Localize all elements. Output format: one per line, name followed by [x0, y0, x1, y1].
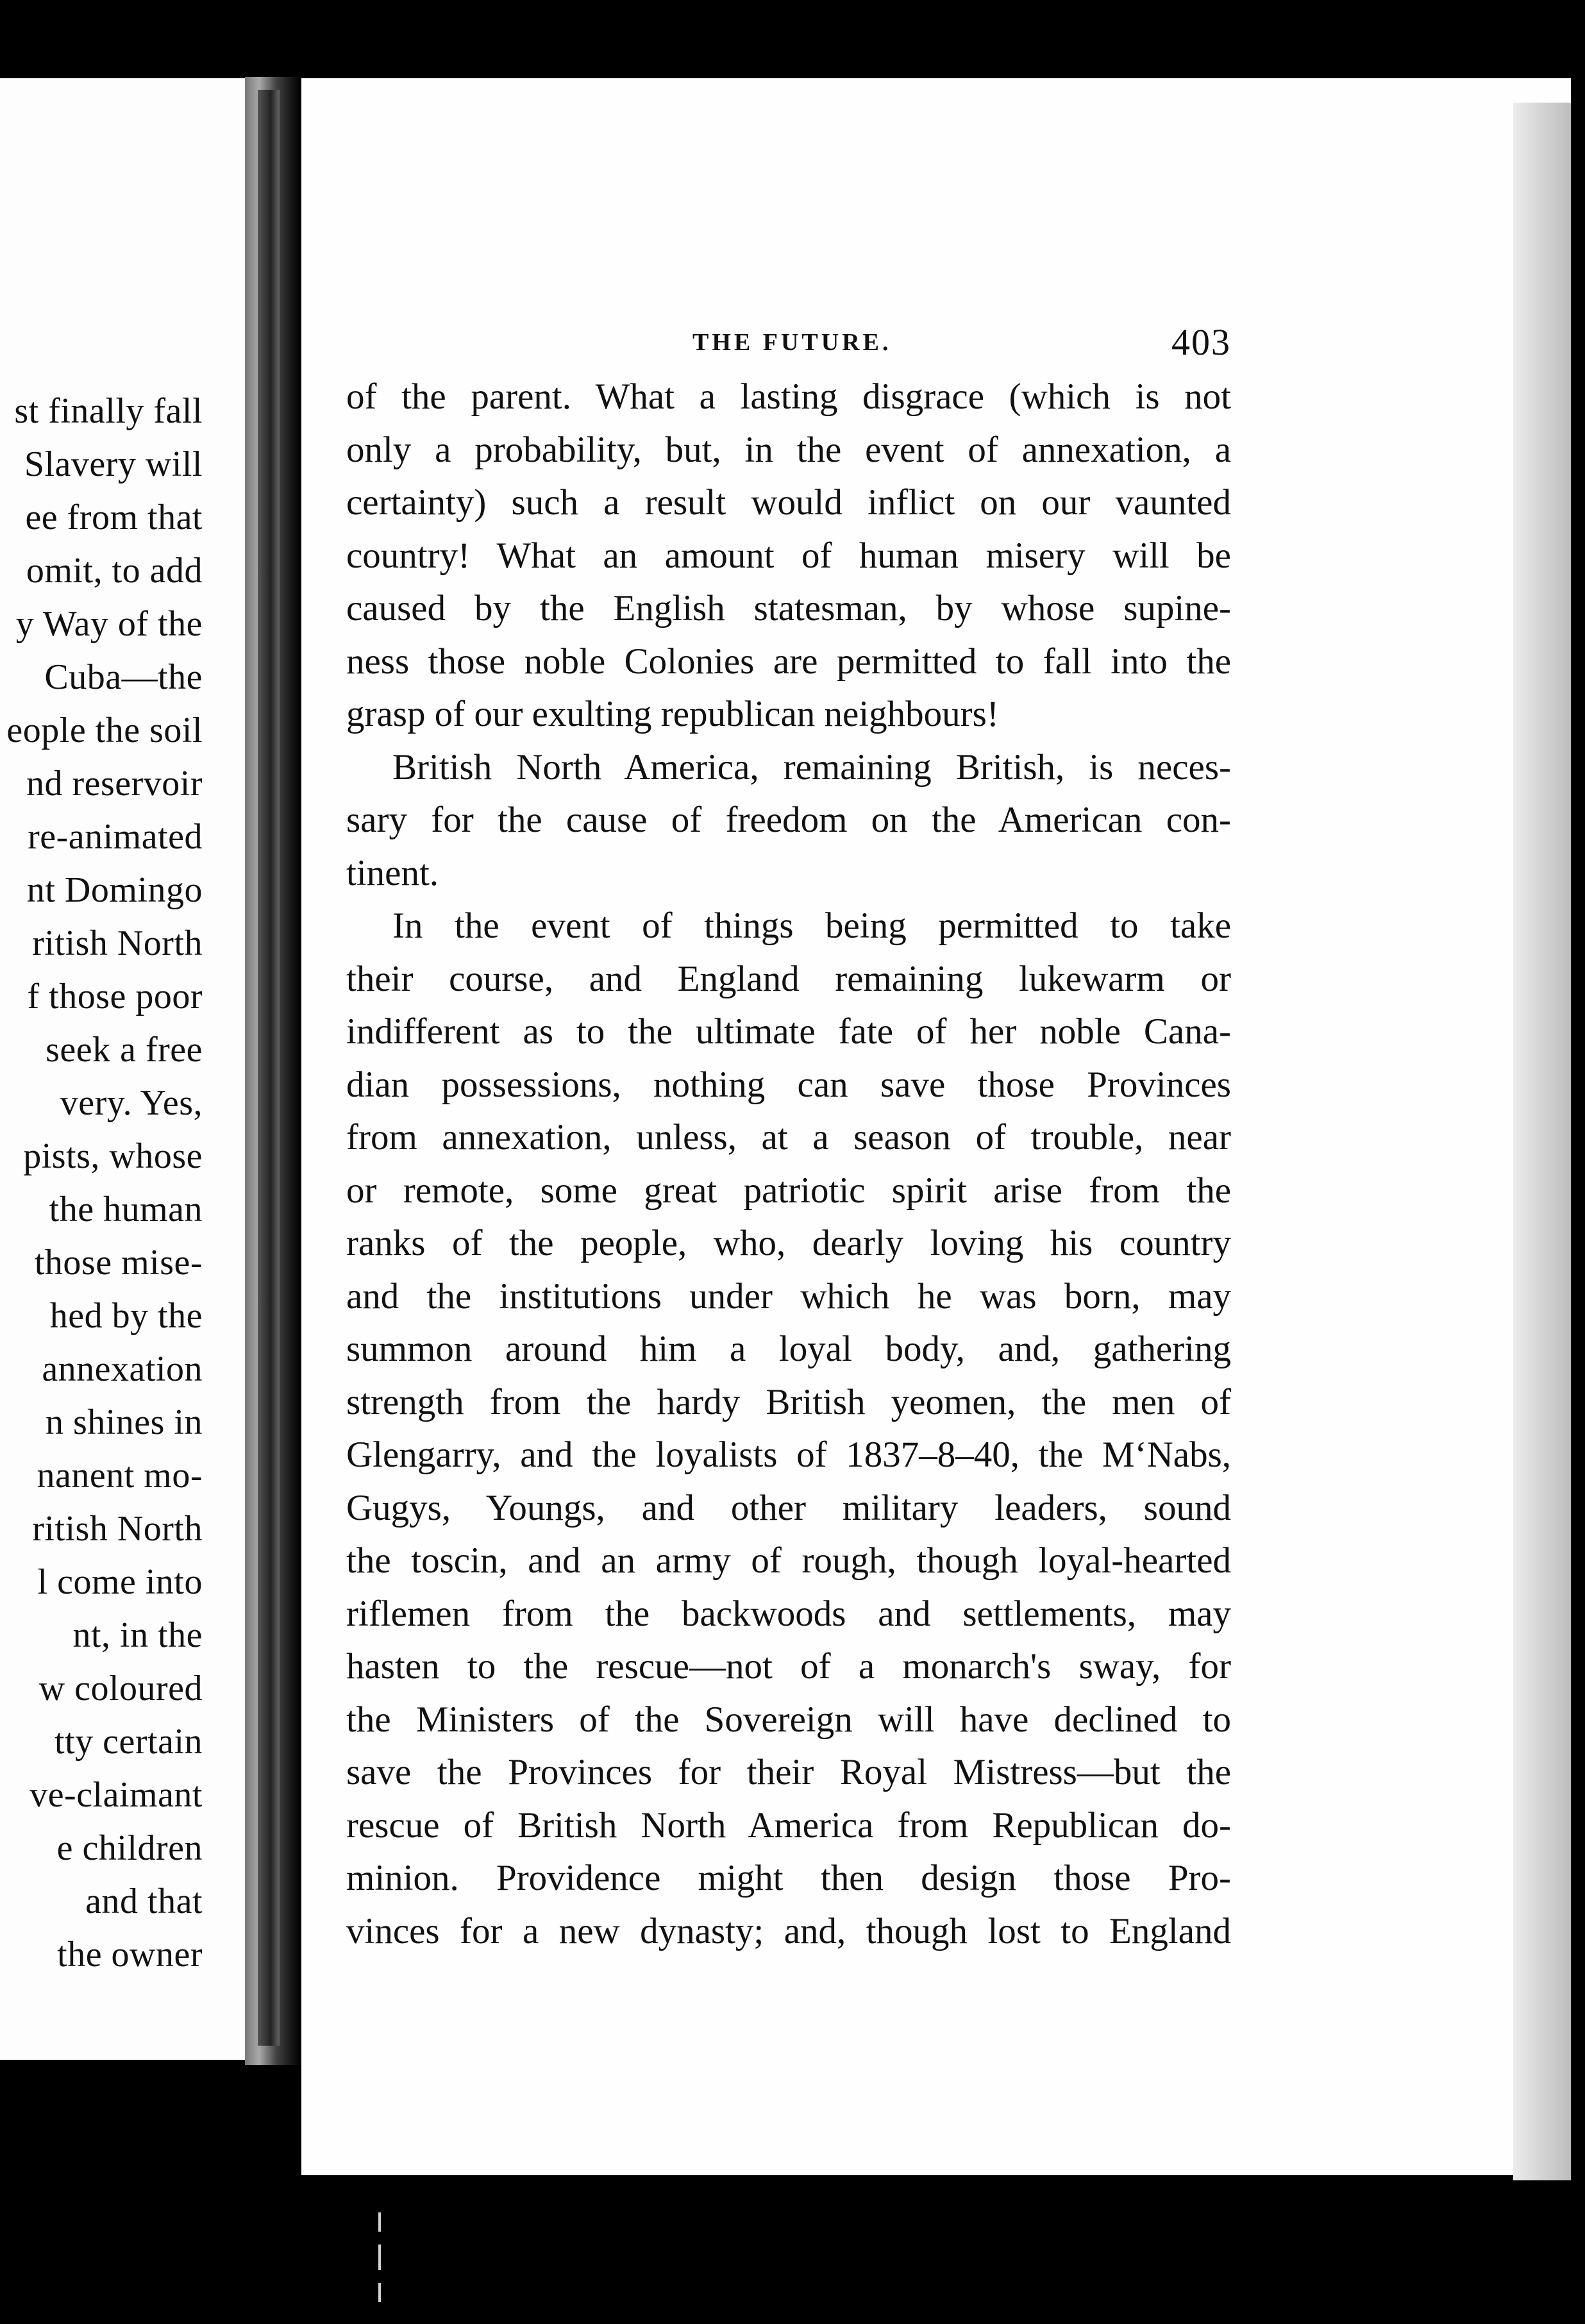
scan-mark — [378, 2212, 381, 2232]
text-line: Gugys, Youngs, and other military leaders, sound — [346, 1487, 1231, 1528]
text-line: the toscin, and an army of rough, though loyal-hearted — [346, 1540, 1231, 1581]
facing-page-left — [0, 78, 245, 2060]
facing-line: l come into — [37, 1562, 203, 1602]
facing-page-text — [0, 385, 203, 1982]
facing-line: f those poor — [27, 977, 203, 1016]
facing-line: pists, whose — [23, 1136, 203, 1176]
text-line: summon around him a loyal body, and, gathering — [346, 1329, 1231, 1369]
facing-line: y Way of the — [15, 604, 203, 644]
facing-line: nt, in the — [72, 1615, 203, 1655]
text-line: tinent. — [346, 852, 439, 893]
facing-line: eople the soil — [6, 711, 203, 750]
text-line: minion. Providence might then design those Pro- — [346, 1858, 1231, 1898]
text-line: save the Provinces for their Royal Mistress—but the — [346, 1752, 1231, 1792]
text-line: their course, and England remaining lukewarm or — [346, 958, 1231, 999]
facing-line: nd reservoir — [26, 764, 203, 804]
text-line: Glengarry, and the loyalists of 1837–8–40, the M‘Nabs, — [346, 1435, 1231, 1475]
page-edge-shadow — [1513, 103, 1571, 2180]
text-line: indifferent as to the ultimate fate of her noble Cana- — [346, 1011, 1231, 1052]
facing-line: those mise- — [34, 1243, 203, 1283]
text-line: grasp of our exulting republican neighbours! — [346, 694, 999, 734]
text-line: rescue of British North America from Republican do- — [346, 1805, 1231, 1846]
scan-mark — [378, 2244, 381, 2270]
facing-line: n shines in — [45, 1402, 203, 1442]
facing-line: re-animated — [28, 817, 203, 857]
text-line: ranks of the people, who, dearly loving his country — [346, 1223, 1231, 1263]
text-line: ness those noble Colonies are permitted to fall into the — [346, 641, 1231, 682]
text-line: only a probability, but, in the event of annexation, a — [346, 429, 1231, 470]
page-number: 403 — [1171, 321, 1231, 363]
facing-line: ee from that — [25, 498, 203, 537]
running-title: THE FUTURE. — [692, 329, 892, 356]
facing-line: very. Yes, — [60, 1083, 203, 1123]
facing-line: nanent mo- — [37, 1456, 203, 1495]
text-line: from annexation, unless, at a season of trouble, near — [346, 1117, 1231, 1158]
facing-line: ritish North — [32, 923, 203, 963]
text-line: strength from the hardy British yeomen, the men of — [346, 1381, 1231, 1422]
text-line: of the parent. What a lasting disgrace (which is not — [346, 376, 1231, 417]
facing-line: the human — [49, 1190, 203, 1229]
facing-line: nt Domingo — [26, 870, 203, 910]
facing-line: Slavery will — [24, 444, 203, 484]
running-head — [346, 321, 1231, 366]
text-line: country! What an amount of human misery will be — [346, 535, 1231, 576]
facing-line: omit, to add — [26, 551, 203, 591]
text-line: vinces for a new dynasty; and, though lost to England — [346, 1910, 1231, 1951]
text-line: British North America, remaining British, is neces- — [392, 746, 1231, 787]
facing-line: st finally fall — [14, 391, 203, 431]
text-line: or remote, some great patriotic spirit arise from the — [346, 1170, 1231, 1211]
text-line: and the institutions under which he was born, may — [346, 1276, 1231, 1317]
facing-line: ve-claimant — [29, 1775, 203, 1815]
facing-line: hed by the — [49, 1296, 203, 1336]
facing-line: ritish North — [32, 1509, 203, 1549]
gutter-shadow — [258, 90, 280, 2046]
text-line: certainty) such a result would inflict on our vaunted — [346, 482, 1231, 523]
text-line: dian possessions, nothing can save those Provinces — [346, 1064, 1231, 1105]
text-line: sary for the cause of freedom on the American con- — [346, 800, 1231, 840]
scan-mark — [378, 2283, 381, 2302]
facing-line: and that — [85, 1882, 203, 1921]
text-line: riflemen from the backwoods and settlements, may — [346, 1593, 1231, 1634]
facing-line: annexation — [42, 1349, 203, 1389]
facing-line: the owner — [57, 1935, 203, 1975]
facing-line: e children — [56, 1828, 203, 1868]
text-line: In the event of things being permitted to take — [392, 905, 1231, 946]
text-line: hasten to the rescue—not of a monarch's sway, for — [346, 1646, 1231, 1687]
page-body-text — [346, 371, 1231, 1958]
scan-marks — [378, 2212, 382, 2309]
text-line: the Ministers of the Sovereign will have declined to — [346, 1699, 1231, 1740]
text-line: caused by the English statesman, by whose supine- — [346, 588, 1231, 628]
facing-line: seek a free — [46, 1030, 203, 1070]
facing-line: tty certain — [55, 1722, 203, 1762]
facing-line: Cuba—the — [44, 657, 203, 697]
facing-line: w coloured — [38, 1669, 203, 1708]
